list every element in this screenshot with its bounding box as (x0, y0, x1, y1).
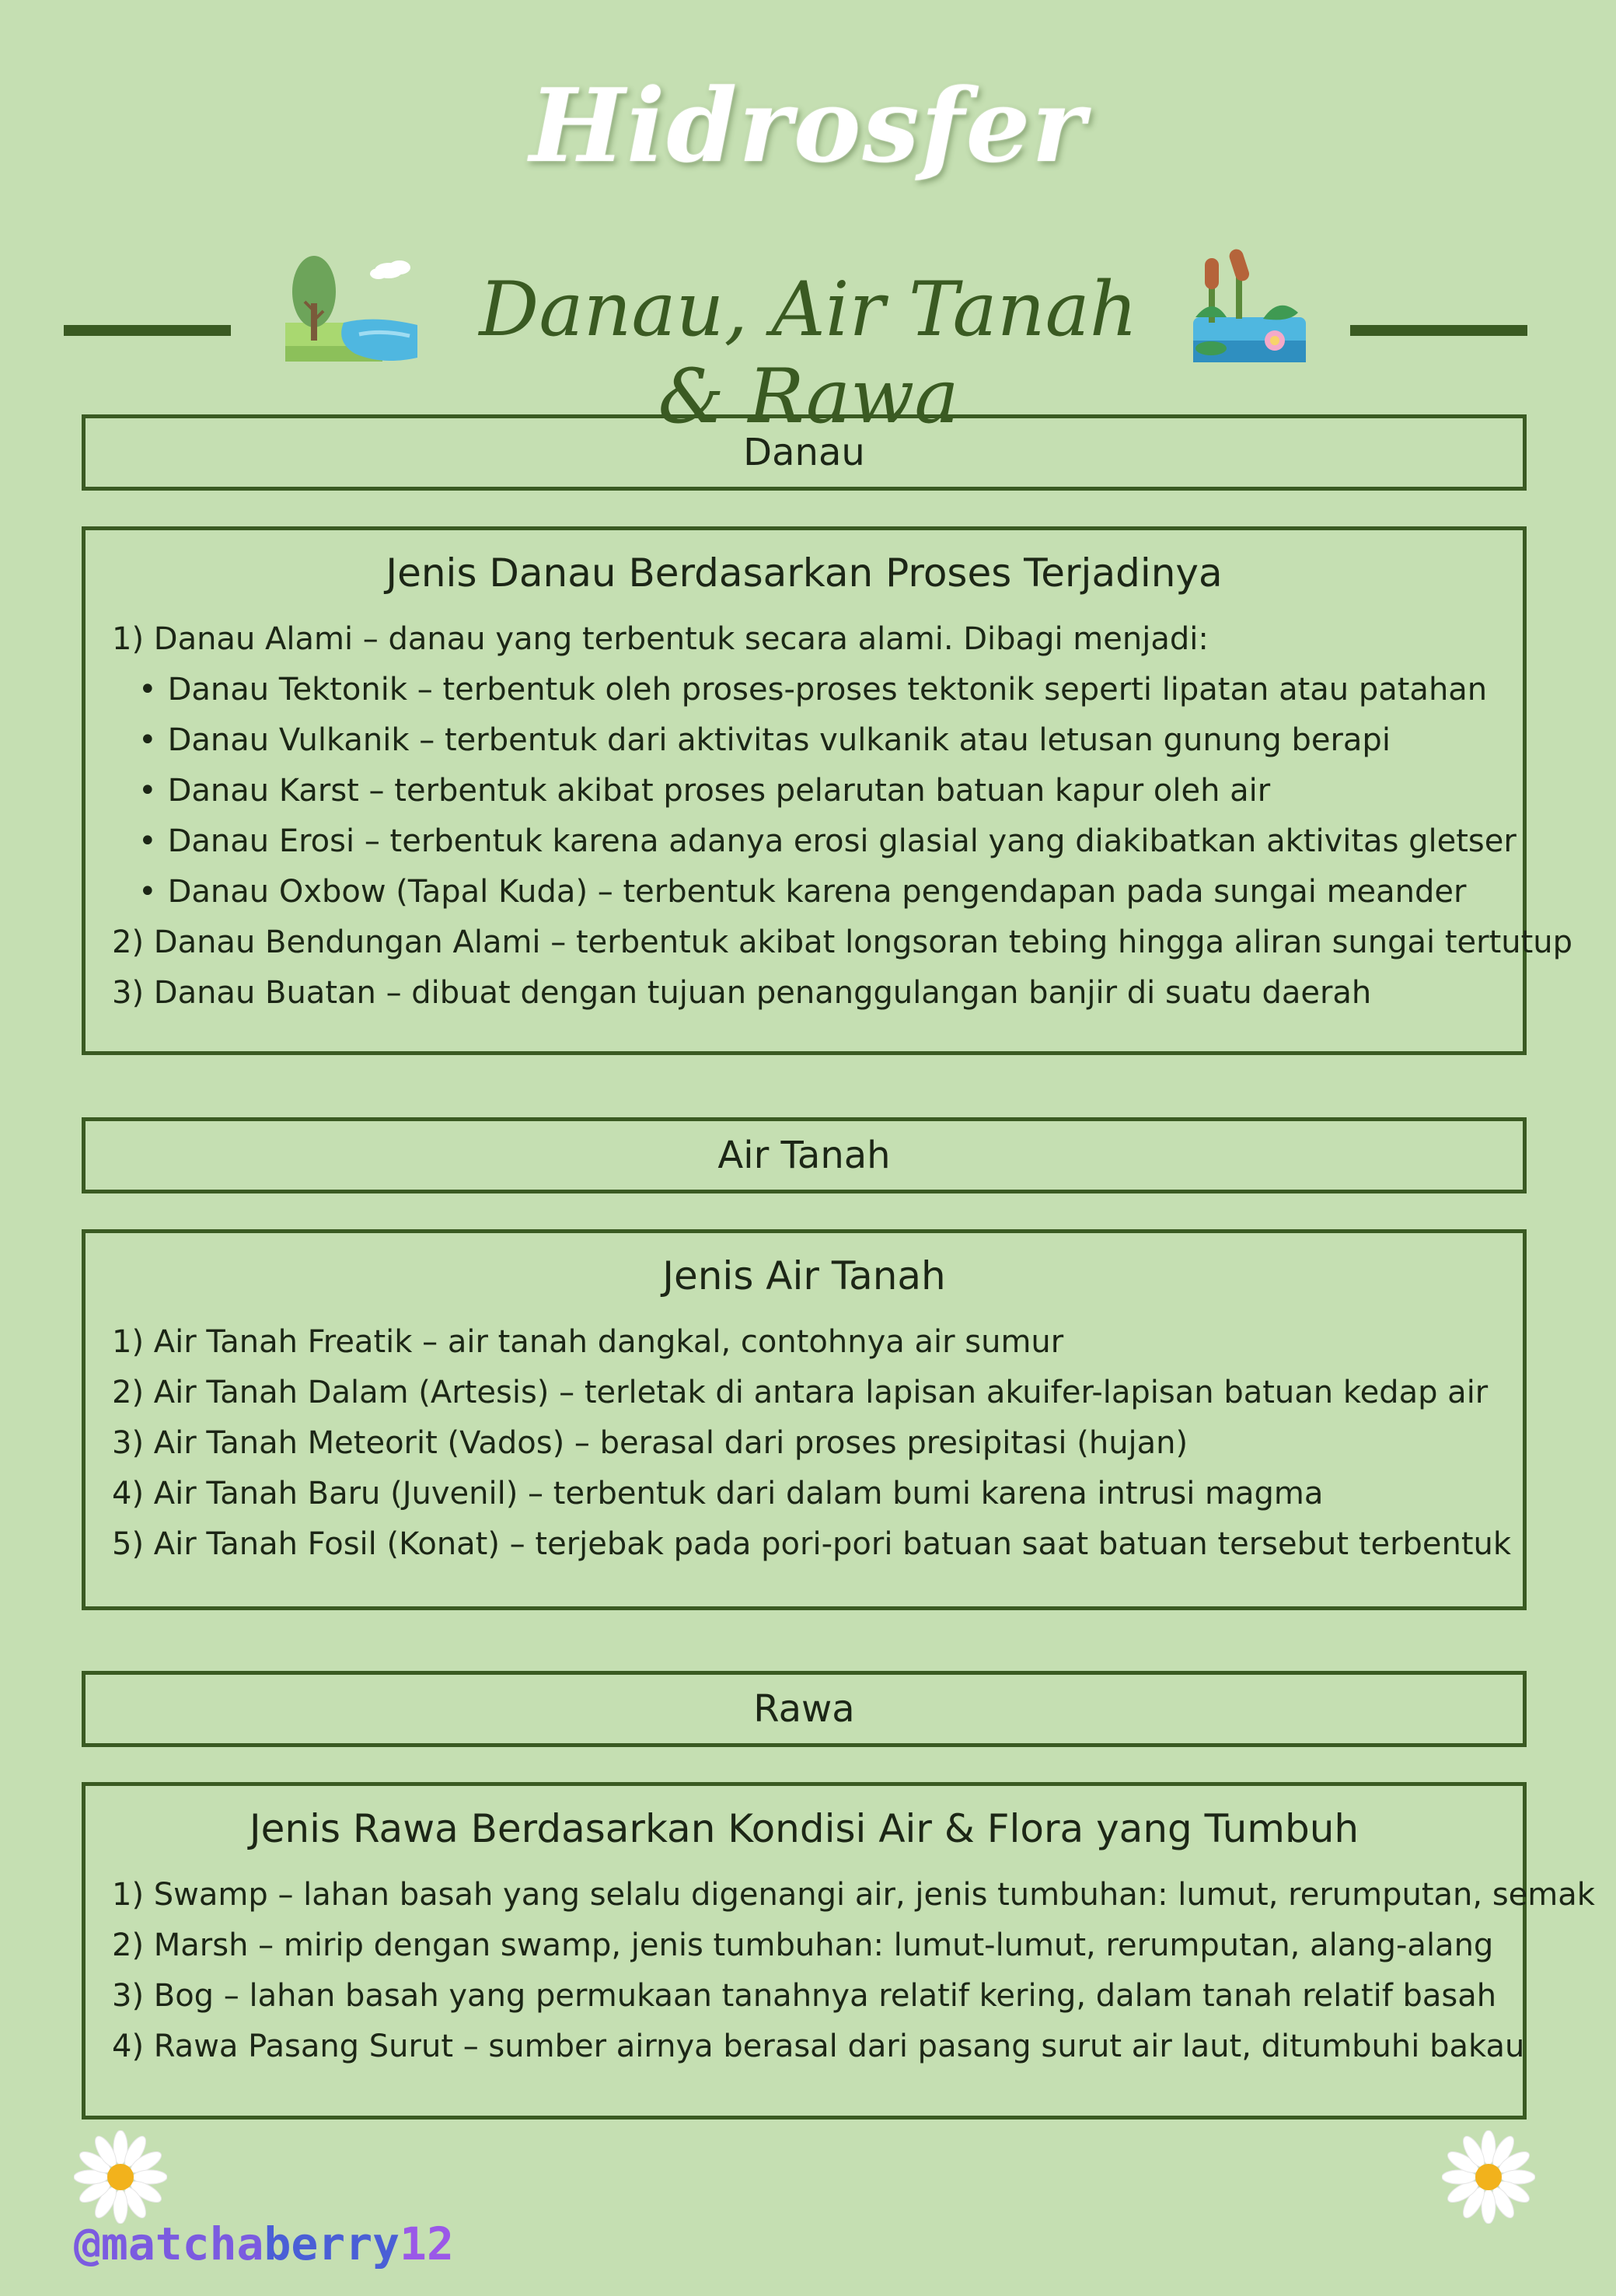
content-title: Jenis Air Tanah (662, 1253, 946, 1298)
section-heading: Rawa (753, 1687, 855, 1731)
section-header-danau (82, 414, 1527, 491)
section-header-air-tanah (82, 1117, 1527, 1193)
list-item: 3) Danau Buatan – dibuat dengan tujuan penanggulangan banjir di suatu daerah (112, 975, 1372, 1011)
bullet-item: • Danau Tektonik – terbentuk oleh proses-proses tektonik seperti lipatan atau patahan (112, 665, 1523, 715)
author-credit (74, 2217, 454, 2270)
content-title: Jenis Danau Berdasarkan Proses Terjadinya (386, 550, 1223, 596)
list-item: 1) Danau Alami – danau yang terbentuk secara alami. Dibagi menjadi: (112, 621, 1209, 657)
credit-part-2: berry (264, 2217, 400, 2270)
list-item: 4) Air Tanah Baru (Juvenil) – terbentuk dari dalam bumi karena intrusi magma (112, 1476, 1324, 1511)
list-item: 2) Air Tanah Dalam (Artesis) – terletak di antara lapisan akuifer-lapisan batuan kedap air (112, 1375, 1489, 1410)
list-item: 2) Marsh – mirip dengan swamp, jenis tumbuhan: lumut-lumut, rerumputan, alang-alang (112, 1927, 1494, 1963)
subtitle-row (0, 249, 1616, 440)
divider-right (1350, 325, 1527, 336)
section-content-air-tanah (82, 1229, 1527, 1610)
section-content-rawa (82, 1782, 1595, 2120)
daisy-flower-icon (74, 2130, 167, 2224)
content-title: Jenis Rawa Berdasarkan Kondisi Air & Flora yang Tumbuh (249, 1806, 1359, 1851)
list-item: 3) Air Tanah Meteorit (Vados) – berasal dari proses presipitasi (hujan) (112, 1425, 1188, 1461)
divider-left (64, 325, 231, 336)
section-heading: Danau (743, 431, 865, 474)
list-item: 4) Rawa Pasang Surut – sumber airnya berasal dari pasang surut air laut, ditumbuhi bakau (112, 2029, 1525, 2064)
lake-landscape-icon (281, 249, 421, 365)
bullet-item: • Danau Oxbow (Tapal Kuda) – terbentuk karena pengendapan pada sungai meander (112, 867, 1523, 917)
section-content-danau (82, 526, 1573, 1055)
page-subtitle: Danau, Air Tanah & Rawa (479, 266, 1138, 440)
credit-part-1: matcha (100, 2217, 264, 2270)
list-item: 1) Swamp – lahan basah yang selalu digenangi air, jenis tumbuhan: lumut, rerumputan, semak (112, 1877, 1595, 1913)
credit-at: @ (74, 2217, 101, 2270)
bullet-item: • Danau Erosi – terbentuk karena adanya erosi glasial yang diakibatkan aktivitas gletser (112, 816, 1523, 867)
section-header-rawa (82, 1671, 1527, 1747)
list-item: 5) Air Tanah Fosil (Konat) – terjebak pada pori-pori batuan saat batuan tersebut terbentuk (112, 1526, 1512, 1562)
bullet-item: • Danau Karst – terbentuk akibat proses pelarutan batuan kapur oleh air (112, 766, 1523, 816)
swamp-plants-icon (1189, 249, 1310, 365)
list-item: 2) Danau Bendungan Alami – terbentuk akibat longsoran tebing hingga aliran sungai tertutup (112, 924, 1573, 960)
daisy-flower-icon (1442, 2130, 1535, 2224)
list-item: 1) Air Tanah Freatik – air tanah dangkal, contohnya air sumur (112, 1324, 1064, 1360)
bullet-item: • Danau Vulkanik – terbentuk dari aktivitas vulkanik atau letusan gunung berapi (112, 715, 1523, 766)
section-heading: Air Tanah (717, 1134, 891, 1177)
page-title: Hidrosfer (529, 66, 1087, 185)
list-item: 3) Bog – lahan basah yang permukaan tanahnya relatif kering, dalam tanah relatif basah (112, 1978, 1497, 2014)
credit-part-3: 12 (400, 2217, 454, 2270)
